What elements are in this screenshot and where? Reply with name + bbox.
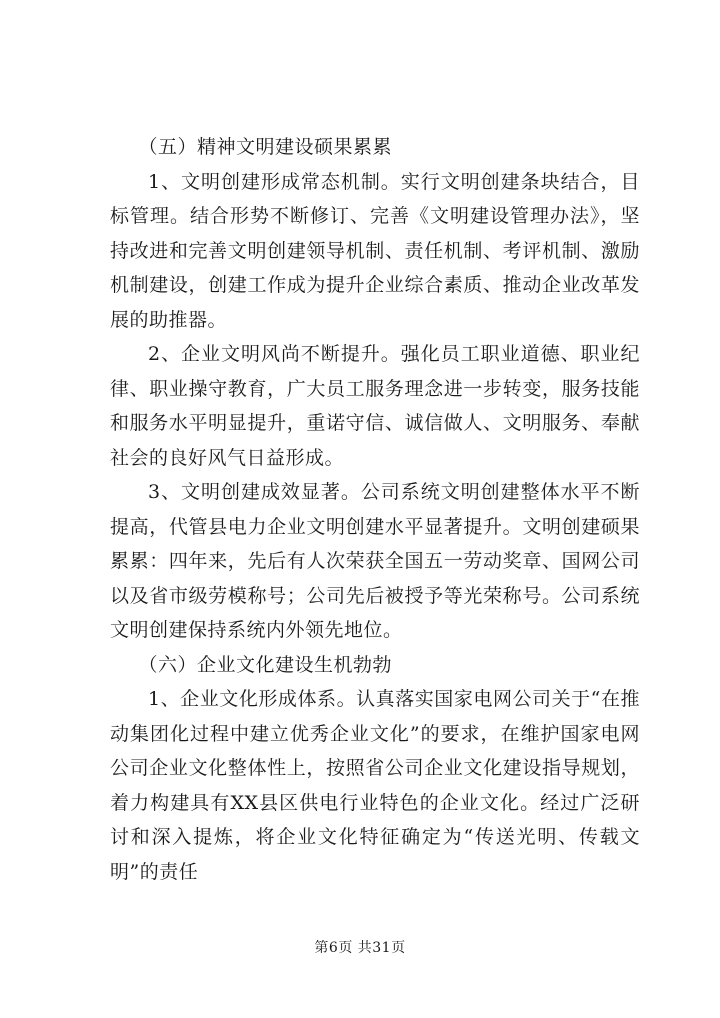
section-heading-6: （六）企业文化建设生机勃勃 <box>138 653 393 676</box>
paragraph-6-1: 1、企业文化形成体系。认真落实国家电网公司关于“在推动集团化过程中建立优秀企业文化”的要求，在维护国家电网公司企业文化整体性上，按照省公司企业文化建设指导规划，着力构建具有XX县区供电行业特色的企业文化。经过广泛研讨和深入提炼，将企业文化特征确定为“传送光明、传载文明”的责任 <box>110 688 640 883</box>
page-footer: 第6页 共31页 <box>314 940 406 956</box>
paragraph-5-3: 3、文明创建成效显著。公司系统文明创建整体水平不断提高，代管县电力企业文明创建水平显著提升。文明创建硕果累累：四年来，先后有人次荣获全国五一劳动奖章、国网公司以及省市级劳模称号；公司先后被授予等光荣称号。公司系统文明创建保持系统内外领先地位。 <box>110 481 640 641</box>
section-heading-5: （五）精神文明建设硕果累累 <box>138 136 393 158</box>
document-body <box>110 130 640 889</box>
paragraph-5-2: 2、企业文明风尚不断提升。强化员工职业道德、职业纪律、职业操守教育，广大员工服务理念进一步转变，服务技能和服务水平明显提升，重诺守信、诚信做人、文明服务、奉献社会的良好风气日益形成。 <box>110 343 640 469</box>
paragraph-5-1: 1、文明创建形成常态机制。实行文明创建条块结合，目标管理。结合形势不断修订、完善《文明建设管理办法》，坚持改进和完善文明创建领导机制、责任机制、考评机制、激励机制建设，创建工作成为提升企业综合素质、推动企业改革发展的助推器。 <box>110 170 640 331</box>
